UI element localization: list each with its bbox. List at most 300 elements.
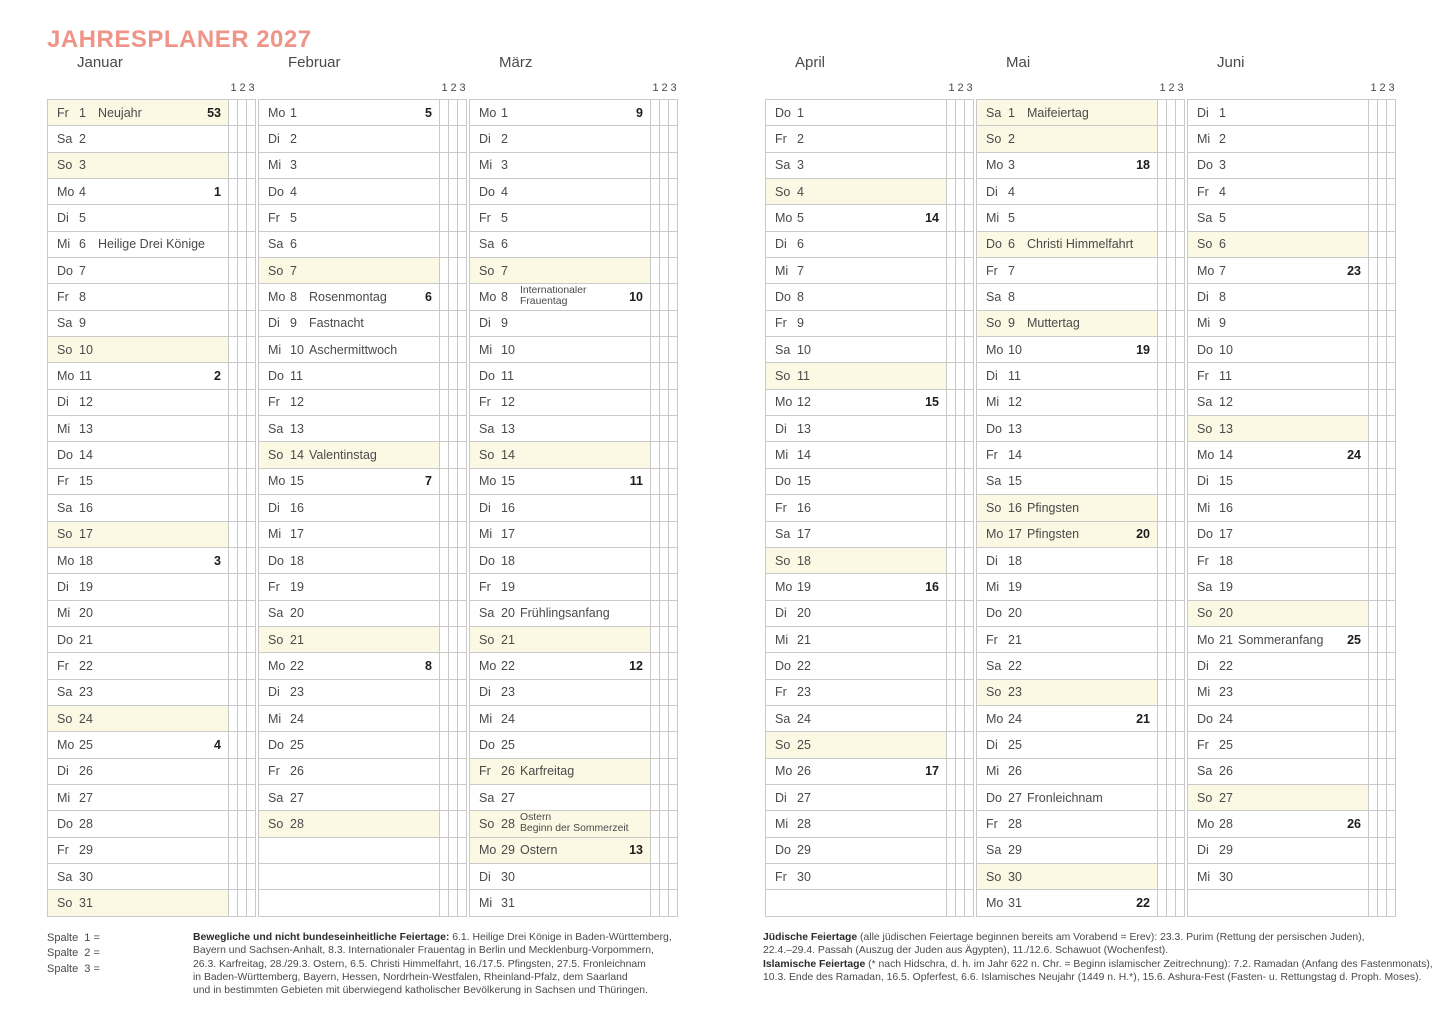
spalte-column-1 (1158, 205, 1167, 230)
day-cell (765, 601, 947, 626)
day-row (469, 548, 678, 574)
day-weekday: Di (479, 685, 491, 700)
day-row (765, 785, 974, 811)
day-weekday: Do (775, 843, 791, 858)
column-marker: 3 (1177, 82, 1184, 94)
spalte-column-1 (947, 469, 956, 494)
spalte-column-2 (238, 811, 247, 836)
day-row (976, 311, 1185, 337)
day-number: 28 (501, 816, 515, 831)
day-cell (258, 126, 440, 151)
spalte-column-3 (458, 785, 467, 810)
spalte-column-3 (1176, 232, 1185, 257)
spalte-column-2 (449, 522, 458, 547)
day-number: 2 (290, 132, 297, 147)
day-weekday: Mo (986, 527, 1004, 542)
column-marker: 2 (957, 82, 964, 94)
spalte-column-1 (440, 153, 449, 178)
day-number: 7 (1219, 263, 1226, 278)
day-number: 7 (797, 263, 804, 278)
day-row (47, 890, 256, 916)
spalte-column-1 (1158, 680, 1167, 705)
spalte-column-1 (651, 522, 660, 547)
spalte-column-2 (1167, 126, 1176, 151)
day-weekday: Fr (775, 869, 787, 884)
day-weekday: Fr (986, 263, 998, 278)
day-number: 22 (501, 658, 515, 673)
spalte-column-1 (1369, 416, 1378, 441)
day-weekday: Mo (1197, 448, 1215, 463)
day-weekday: Fr (775, 500, 787, 515)
spalte-column-3 (1387, 416, 1396, 441)
day-number: 26 (1219, 764, 1233, 779)
spalte-column-3 (965, 759, 974, 784)
spalte-column-1 (947, 179, 956, 204)
day-row (469, 574, 678, 600)
column-marker: 2 (239, 82, 246, 94)
spalte-column-3 (1387, 838, 1396, 863)
day-weekday: Di (986, 737, 998, 752)
day-number: 27 (1219, 790, 1233, 805)
day-weekday: So (479, 263, 495, 278)
day-cell (469, 232, 651, 257)
day-row (765, 706, 974, 732)
spalte-legend-line: Spalte 3 = (47, 962, 100, 975)
day-row (469, 232, 678, 258)
spalte-column-3 (1176, 680, 1185, 705)
spalte-column-1 (1158, 706, 1167, 731)
day-row (47, 284, 256, 310)
spalte-column-3 (965, 469, 974, 494)
spalte-column-1 (947, 284, 956, 309)
day-number: 10 (79, 342, 93, 357)
day-weekday: Mo (775, 579, 793, 594)
spalte-column-2 (1167, 311, 1176, 336)
week-number: 7 (425, 474, 432, 489)
spalte-column-1 (229, 205, 238, 230)
day-weekday: Do (57, 816, 73, 831)
day-row (1187, 864, 1396, 890)
day-row (1187, 205, 1396, 231)
day-number: 31 (1008, 895, 1022, 910)
day-cell (258, 601, 440, 626)
planner-title: JAHRESPLANER 2027 (47, 26, 312, 53)
day-cell (765, 442, 947, 467)
column-marker: 1 (441, 82, 448, 94)
day-weekday: Di (268, 316, 280, 331)
spalte-column-3 (965, 126, 974, 151)
day-weekday: Mo (268, 290, 286, 305)
spalte-column-1 (229, 100, 238, 125)
spalte-column-2 (1378, 785, 1387, 810)
day-weekday: Di (57, 395, 69, 410)
spalte-column-2 (238, 469, 247, 494)
day-row (765, 522, 974, 548)
day-weekday: Do (268, 184, 284, 199)
day-row (1187, 179, 1396, 205)
day-row (765, 495, 974, 521)
day-row (469, 759, 678, 785)
day-row (976, 864, 1185, 890)
day-cell (47, 680, 229, 705)
day-cell (976, 469, 1158, 494)
spalte-column-2 (1167, 653, 1176, 678)
spalte-column-1 (229, 153, 238, 178)
spalte-column-1 (1158, 363, 1167, 388)
day-cell (258, 706, 440, 731)
day-number: 26 (797, 764, 811, 779)
spalte-column-1 (229, 522, 238, 547)
spalte-column-3 (458, 416, 467, 441)
day-number: 7 (290, 263, 297, 278)
spalte-column-3 (965, 706, 974, 731)
day-weekday: Fr (1197, 184, 1209, 199)
spalte-column-2 (238, 890, 247, 915)
day-number: 15 (1008, 474, 1022, 489)
spalte-column-3 (247, 311, 256, 336)
spalte-column-2 (449, 100, 458, 125)
spalte-column-2 (956, 495, 965, 520)
day-number: 25 (1219, 737, 1233, 752)
day-weekday: Sa (986, 474, 1002, 489)
day-cell (469, 522, 651, 547)
spalte-column-1 (1158, 811, 1167, 836)
day-row (976, 469, 1185, 495)
spalte-column-1 (440, 205, 449, 230)
day-number: 5 (79, 211, 86, 226)
day-cell (258, 442, 440, 467)
spalte-column-1 (1158, 732, 1167, 757)
spalte-column-2 (238, 153, 247, 178)
spalte-column-3 (669, 864, 678, 889)
spalte-column-3 (1176, 732, 1185, 757)
spalte-column-3 (247, 522, 256, 547)
day-weekday: Di (479, 132, 491, 147)
spalte-column-3 (1387, 469, 1396, 494)
spalte-column-2 (449, 469, 458, 494)
day-weekday: Fr (57, 474, 69, 489)
day-number: 6 (79, 237, 86, 252)
spalte-column-3 (965, 442, 974, 467)
spalte-column-1 (440, 706, 449, 731)
day-cell (258, 153, 440, 178)
day-cell (258, 680, 440, 705)
day-number: 2 (1219, 132, 1226, 147)
day-cell (258, 205, 440, 230)
day-number: 23 (501, 685, 515, 700)
spalte-column-2 (238, 363, 247, 388)
day-row (1187, 284, 1396, 310)
spalte-column-2 (1378, 311, 1387, 336)
day-number: 29 (79, 843, 93, 858)
day-row (258, 258, 467, 284)
spalte-column-2 (956, 442, 965, 467)
day-number: 10 (290, 342, 304, 357)
month-title: Februar (288, 54, 341, 71)
day-weekday: Sa (1197, 211, 1213, 226)
month-title: Mai (1006, 54, 1031, 71)
day-weekday: So (479, 448, 495, 463)
day-cell (47, 363, 229, 388)
day-number: 25 (290, 737, 304, 752)
day-number: 31 (79, 895, 93, 910)
spalte-column-2 (449, 416, 458, 441)
day-weekday: Do (775, 658, 791, 673)
month-title: Januar (77, 54, 123, 71)
spalte-column-1 (947, 680, 956, 705)
spalte-column-2 (956, 864, 965, 889)
day-row (47, 785, 256, 811)
spalte-column-3 (458, 522, 467, 547)
spalte-column-2 (660, 179, 669, 204)
spalte-column-1 (1369, 153, 1378, 178)
spalte-column-3 (247, 548, 256, 573)
day-weekday: Fr (775, 685, 787, 700)
day-row (976, 232, 1185, 258)
day-weekday: Di (986, 553, 998, 568)
day-row (1187, 548, 1396, 574)
day-row (1187, 785, 1396, 811)
day-cell (976, 706, 1158, 731)
spalte-column-3 (247, 627, 256, 652)
day-cell (765, 337, 947, 362)
spalte-column-1 (651, 574, 660, 599)
spalte-column-3 (669, 363, 678, 388)
spalte-column-3 (247, 811, 256, 836)
day-row (976, 416, 1185, 442)
day-cell (47, 311, 229, 336)
spalte-column-2 (238, 864, 247, 889)
day-number: 12 (1008, 395, 1022, 410)
spalte-column-2 (1167, 811, 1176, 836)
spalte-column-2 (449, 442, 458, 467)
spalte-column-3 (458, 232, 467, 257)
day-cell (765, 416, 947, 441)
spalte-column-2 (1378, 363, 1387, 388)
spalte-column-1 (229, 179, 238, 204)
day-cell (258, 522, 440, 547)
spalte-column-3 (247, 680, 256, 705)
day-cell (976, 284, 1158, 309)
week-number: 17 (925, 764, 939, 779)
day-row (47, 337, 256, 363)
spalte-column-2 (238, 311, 247, 336)
spalte-column-1 (1369, 126, 1378, 151)
day-row (469, 258, 678, 284)
day-cell (258, 232, 440, 257)
day-cell (765, 785, 947, 810)
week-number: 11 (629, 474, 643, 489)
day-weekday: Mi (57, 606, 71, 621)
day-cell (765, 469, 947, 494)
spalte-column-1 (947, 653, 956, 678)
day-weekday: Sa (1197, 764, 1213, 779)
day-cell (47, 258, 229, 283)
day-number: 3 (290, 158, 297, 173)
spalte-column-2 (660, 469, 669, 494)
day-weekday: So (268, 816, 284, 831)
day-weekday: Mo (57, 369, 75, 384)
day-weekday: Sa (57, 500, 73, 515)
spalte-column-3 (458, 153, 467, 178)
empty-row (765, 890, 974, 916)
day-cell (469, 469, 651, 494)
spalte-column-2 (238, 785, 247, 810)
day-number: 29 (501, 843, 515, 858)
spalte-column-3 (669, 416, 678, 441)
day-weekday: So (1197, 421, 1213, 436)
day-row (1187, 390, 1396, 416)
spalte-column-1 (1369, 706, 1378, 731)
spalte-column-3 (965, 100, 974, 125)
day-number: 6 (1008, 237, 1015, 252)
spalte-column-3 (1176, 390, 1185, 415)
day-cell (1187, 838, 1369, 863)
day-row (47, 653, 256, 679)
day-cell (47, 811, 229, 836)
day-number: 5 (1219, 211, 1226, 226)
spalte-column-3 (1176, 100, 1185, 125)
spalte-column-3 (1387, 627, 1396, 652)
day-row (47, 258, 256, 284)
spalte-column-3 (1176, 548, 1185, 573)
day-weekday: Mo (268, 105, 286, 120)
spalte-legend-line: Spalte 2 = (47, 947, 100, 960)
week-columns-header (651, 82, 678, 94)
spalte-column-2 (1167, 232, 1176, 257)
holiday-label: Heilige Drei Könige (98, 237, 206, 252)
spalte-column-1 (440, 469, 449, 494)
spalte-column-3 (247, 838, 256, 863)
spalte-column-3 (458, 706, 467, 731)
spalte-column-3 (669, 337, 678, 362)
spalte-column-2 (238, 126, 247, 151)
day-row (47, 416, 256, 442)
holiday-label (520, 813, 650, 835)
spalte-column-2 (660, 601, 669, 626)
day-row (47, 627, 256, 653)
day-cell (1187, 337, 1369, 362)
holiday-label: Maifeiertag (1027, 105, 1089, 120)
spalte-column-1 (229, 548, 238, 573)
day-number: 1 (1008, 105, 1015, 120)
spalte-column-2 (238, 601, 247, 626)
spalte-column-2 (1378, 864, 1387, 889)
week-number: 18 (1136, 158, 1150, 173)
day-number: 1 (290, 105, 297, 120)
spalte-column-1 (229, 311, 238, 336)
day-cell (258, 337, 440, 362)
spalte-column-2 (238, 179, 247, 204)
day-number: 29 (797, 843, 811, 858)
spalte-column-2 (660, 680, 669, 705)
spalte-column-3 (965, 205, 974, 230)
day-row (469, 363, 678, 389)
day-number: 21 (1219, 632, 1233, 647)
spalte-column-2 (238, 205, 247, 230)
spalte-column-3 (458, 205, 467, 230)
day-weekday: So (57, 527, 73, 542)
spalte-column-3 (458, 363, 467, 388)
day-weekday: Mi (57, 790, 71, 805)
day-number: 20 (290, 606, 304, 621)
day-number: 14 (79, 448, 93, 463)
spalte-column-3 (247, 363, 256, 388)
day-weekday: So (1197, 790, 1213, 805)
day-row (976, 126, 1185, 152)
spalte-column-3 (669, 100, 678, 125)
spalte-column-2 (1167, 574, 1176, 599)
day-row (976, 706, 1185, 732)
day-cell (976, 680, 1158, 705)
spalte-column-2 (1378, 838, 1387, 863)
day-cell (469, 548, 651, 573)
spalte-column-1 (1369, 785, 1378, 810)
day-row (469, 785, 678, 811)
day-row (1187, 574, 1396, 600)
day-number: 4 (797, 184, 804, 199)
spalte-column-2 (956, 284, 965, 309)
day-row (469, 653, 678, 679)
day-row (47, 205, 256, 231)
spalte-column-2 (449, 838, 458, 863)
day-number: 18 (501, 553, 515, 568)
day-cell (47, 100, 229, 125)
day-weekday: Mo (775, 395, 793, 410)
spalte-column-1 (1158, 390, 1167, 415)
holiday-line: Internationaler (520, 286, 587, 297)
day-cell (469, 205, 651, 230)
spalte-column-2 (956, 311, 965, 336)
holiday-label: Rosenmontag (309, 290, 387, 305)
day-number: 30 (501, 869, 515, 884)
day-number: 12 (797, 395, 811, 410)
day-weekday: Sa (57, 132, 73, 147)
spalte-column-3 (669, 890, 678, 915)
day-weekday: Fr (479, 211, 491, 226)
spalte-column-1 (651, 864, 660, 889)
day-weekday: Do (986, 421, 1002, 436)
spalte-column-3 (965, 153, 974, 178)
spalte-column-3 (669, 205, 678, 230)
day-number: 28 (79, 816, 93, 831)
day-cell (258, 363, 440, 388)
day-cell (469, 337, 651, 362)
day-cell (976, 601, 1158, 626)
spalte-column-1 (440, 838, 449, 863)
day-row (47, 153, 256, 179)
spalte-column-1 (1158, 601, 1167, 626)
spalte-column-3 (965, 574, 974, 599)
day-row (976, 205, 1185, 231)
spalte-column-1 (1369, 232, 1378, 257)
spalte-column-2 (1167, 732, 1176, 757)
spalte-column-2 (1167, 495, 1176, 520)
day-weekday: Fr (479, 764, 491, 779)
day-row (1187, 232, 1396, 258)
day-weekday: Di (775, 606, 787, 621)
week-number: 22 (1136, 895, 1150, 910)
day-row (47, 442, 256, 468)
spalte-column-3 (1387, 706, 1396, 731)
spalte-column-2 (956, 574, 965, 599)
spalte-column-2 (660, 785, 669, 810)
spalte-column-2 (449, 548, 458, 573)
day-weekday: Mi (986, 764, 1000, 779)
day-number: 16 (79, 500, 93, 515)
day-weekday: So (479, 632, 495, 647)
spalte-column-2 (956, 232, 965, 257)
